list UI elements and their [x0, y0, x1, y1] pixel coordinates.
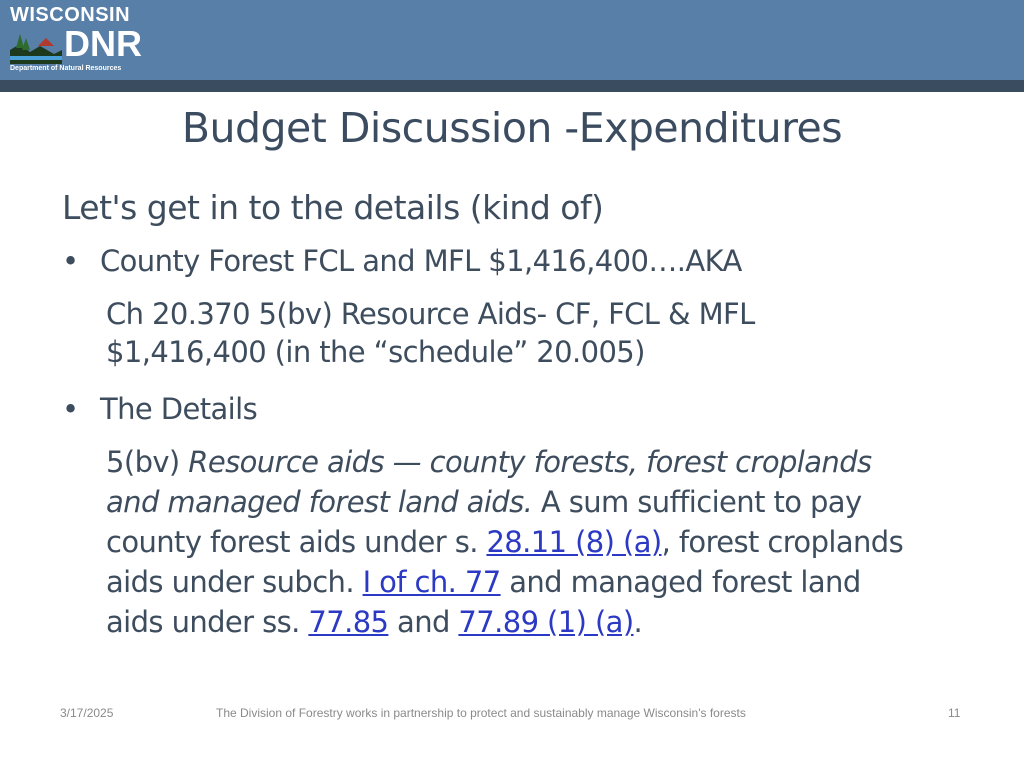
statute-text-run: aids under ss. [106, 605, 309, 639]
logo-dnr-text: DNR [64, 23, 142, 64]
bullet-text: County Forest FCL and MFL $1,416,400….AKA [100, 244, 742, 278]
statute-text [106, 442, 903, 642]
bullet-text: The Details [100, 392, 258, 426]
slide-title: Budget Discussion -Expenditures [181, 104, 843, 152]
statute-text-run: aids under subch. [106, 565, 363, 599]
statute-text-run: and managed forest land [500, 565, 861, 599]
statute-line [106, 442, 903, 482]
statute-line [106, 562, 903, 602]
logo-wisconsin-text: WISCONSIN [10, 4, 131, 26]
bullet-the-details [62, 392, 257, 426]
landscape-logo-icon [10, 28, 62, 64]
bullet-dot: • [62, 392, 79, 426]
statute-line [106, 522, 903, 562]
footer-page-number: 11 [948, 706, 961, 720]
footer-tagline: The Division of Forestry works in partnership to protect and sustainably manage Wisconsin's forests [216, 706, 746, 720]
statute-text-run: and [388, 605, 459, 639]
statute-line [106, 602, 903, 642]
statute-link-ch-77[interactable]: I of ch. 77 [362, 565, 501, 599]
statute-link-28-11[interactable]: 28.11 (8) (a) [486, 525, 662, 559]
lead-text: Let's get in to the details (kind of) [62, 188, 604, 227]
header-banner [0, 0, 1024, 92]
bullet-county-forest [62, 244, 742, 278]
statute-italic: and managed forest land aids. [106, 485, 533, 519]
dnr-logo [8, 4, 150, 76]
statute-link-77-89[interactable]: 77.89 (1) (a) [458, 605, 634, 639]
statute-prefix: 5(bv) [106, 445, 189, 479]
bullet-dot: • [62, 244, 79, 278]
statute-text-run: county forest aids under s. [106, 525, 487, 559]
statute-text-run: . [633, 605, 643, 639]
detail-line: $1,416,400 (in the “schedule” 20.005) [106, 335, 645, 369]
statute-link-77-85[interactable]: 77.85 [308, 605, 389, 639]
statute-italic: Resource aids — county forests, forest croplands [188, 445, 872, 479]
footer-date: 3/17/2025 [60, 706, 114, 720]
statute-text-run: A sum sufficient to pay [532, 485, 862, 519]
statute-text-run: , forest croplands [661, 525, 904, 559]
bullet-county-forest-detail [106, 294, 755, 372]
detail-line: Ch 20.370 5(bv) Resource Aids- CF, FCL & MFL [106, 297, 755, 331]
logo-department-text: Department of Natural Resources [10, 65, 122, 72]
statute-line [106, 482, 903, 522]
